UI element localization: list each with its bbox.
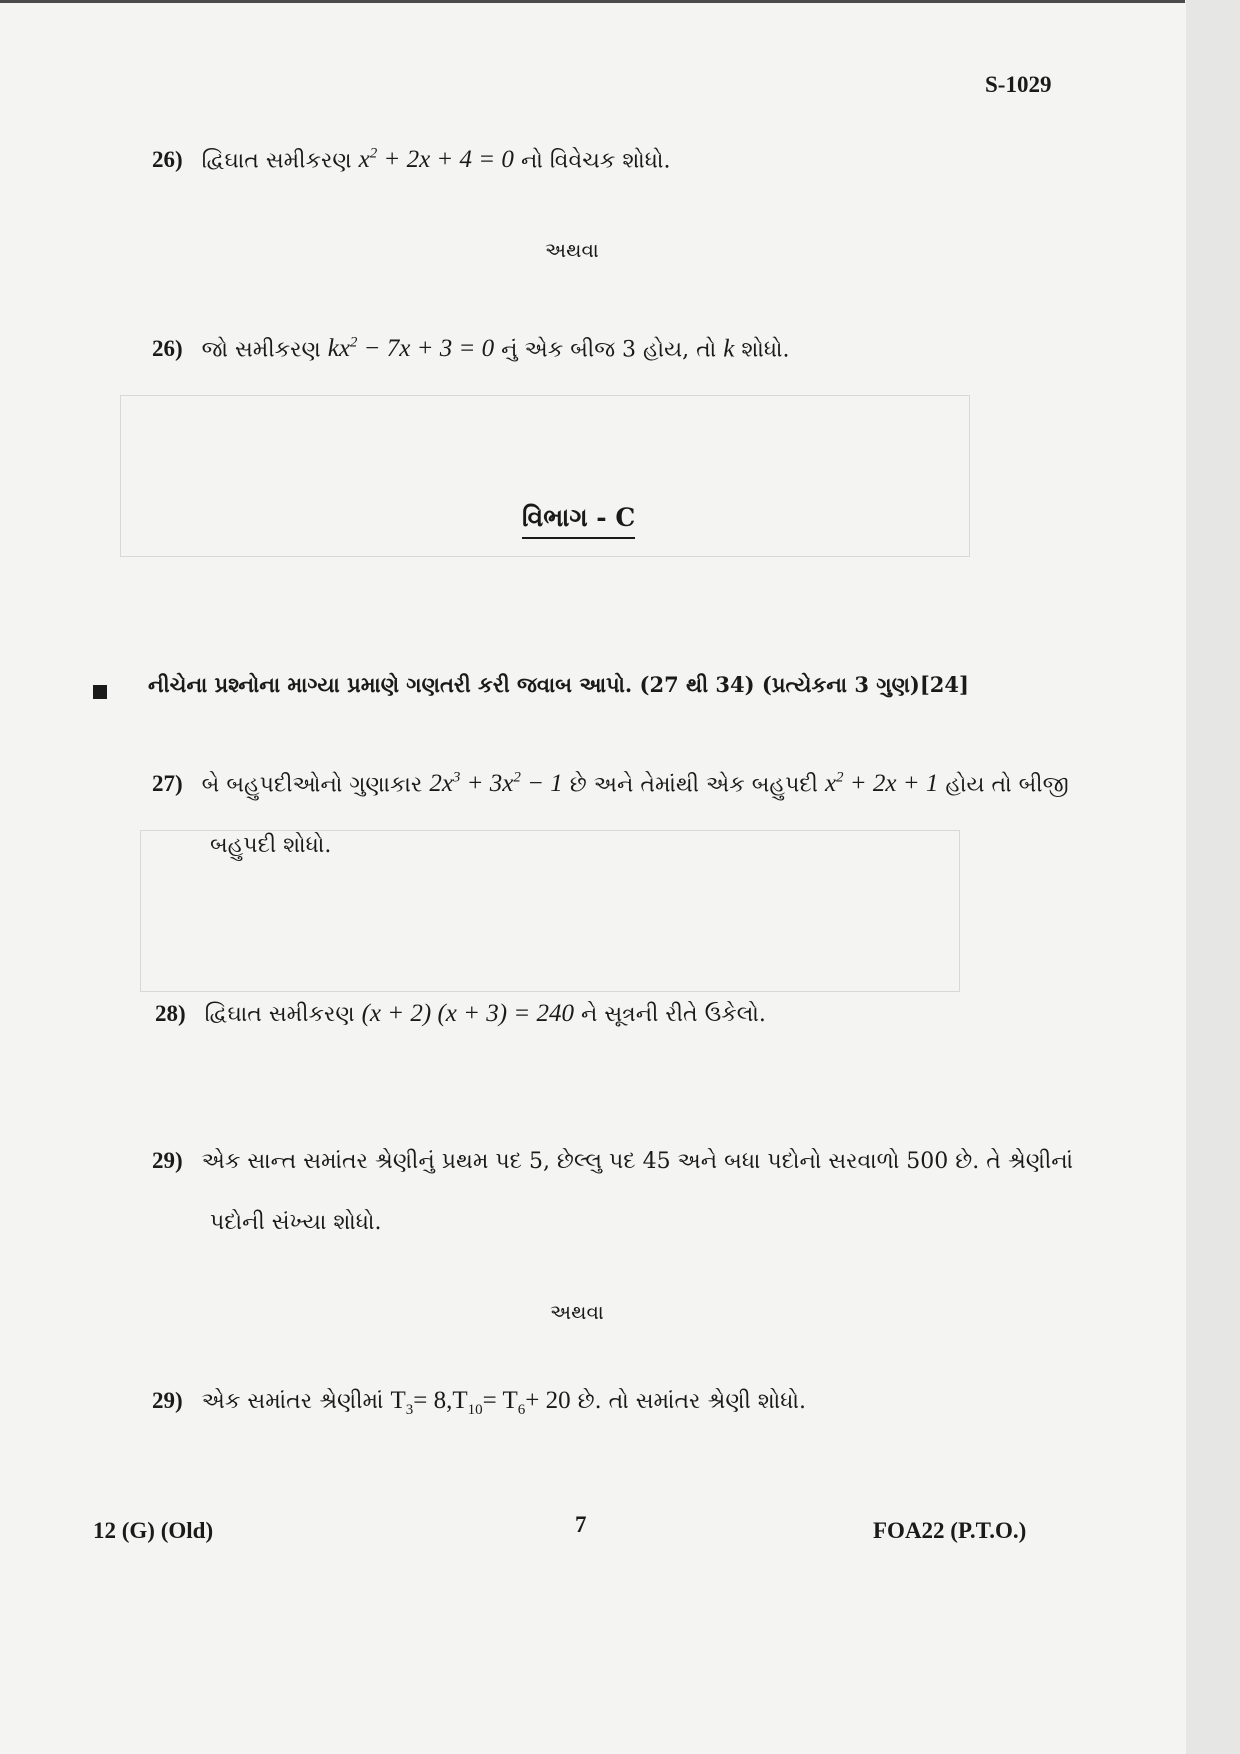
question-text: હોય તો બીજી [945,772,1069,798]
question-number: 26) [152,336,183,362]
question-27 [152,770,1069,798]
question-text: શોધો. [741,337,790,363]
question-text: ને સૂત્રની રીતે ઉકેલો. [580,1002,766,1027]
or-label: અથવા [545,238,599,262]
question-26 [152,146,671,174]
footer-left: 12 (G) (Old) [93,1518,214,1543]
question-26-alt [152,335,790,363]
equation: $x^2 + 2x + 4 = 0$ [358,146,514,174]
question-number: 29) [152,1388,183,1413]
variable: k [723,335,735,363]
question-text: નો વિવેચક શોધો. [520,148,671,174]
top-border [0,0,1185,3]
instruction: નીચેના પ્રશ્નોના માગ્યા પ્રમાણે ગણતરી કરી જવાબ આપો. (27 થી 34) (પ્રત્યેકના 3 ગુણ)[24] [148,672,969,697]
question-text: જો સમીકરણ [201,337,321,363]
question-text: છે અને તેમાંથી એક બહુપદી [569,772,818,798]
question-text: દ્વિઘાત સમીકરણ [201,148,352,174]
or-label: અથવા [550,1300,604,1324]
paper-code: S-1029 [985,72,1052,97]
section-title: વિભાગ - C [522,503,635,539]
footer-right: FOA22 (P.T.O.) [873,1518,1027,1543]
question-text: નું એક બીજ 3 હોય, તો [501,337,717,363]
question-number: 29) [152,1148,183,1173]
bullet-icon [93,685,107,699]
question-text: બે બહુપદીઓનો ગુણાકાર [201,772,423,798]
question-28 [155,1000,766,1028]
equation: (x + 2) (x + 3) = 240 [361,1000,574,1027]
question-29 [152,1148,1073,1174]
question-number: 26) [152,147,183,173]
equation: $x^2 + 2x + 1$ [824,770,939,798]
question-text: દ્વિઘાત સમીકરણ [204,1002,355,1027]
question-29-line2: પદોની સંખ્યા શોધો. [210,1210,382,1235]
page-edge [1186,0,1240,1754]
question-number: 28) [155,1001,186,1026]
question-number: 27) [152,771,183,797]
equation: $2x^3 + 3x^2 - 1$ [429,770,563,798]
question-text: છે. તો સમાંતર શ્રેણી શોધો. [577,1389,806,1414]
equation: $kx^2 - 7x + 3 = 0$ [327,335,495,363]
question-text: એક સમાંતર શ્રેણીમાં [201,1389,384,1414]
question-29-alt [152,1387,806,1419]
question-text: એક સાન્ત સમાંતર શ્રેણીનું પ્રથમ પદ 5, છેલ્લુ પદ 45 અને બધા પદોનો સરવાળો 500 છે. તે શ્રેણીનાં [201,1149,1074,1174]
question-27-line2: બહુપદી શોધો. [210,833,332,858]
equation: $T_3= 8,T_{10}= T_6+ 20$ [390,1387,571,1418]
page-number: 7 [575,1512,587,1537]
